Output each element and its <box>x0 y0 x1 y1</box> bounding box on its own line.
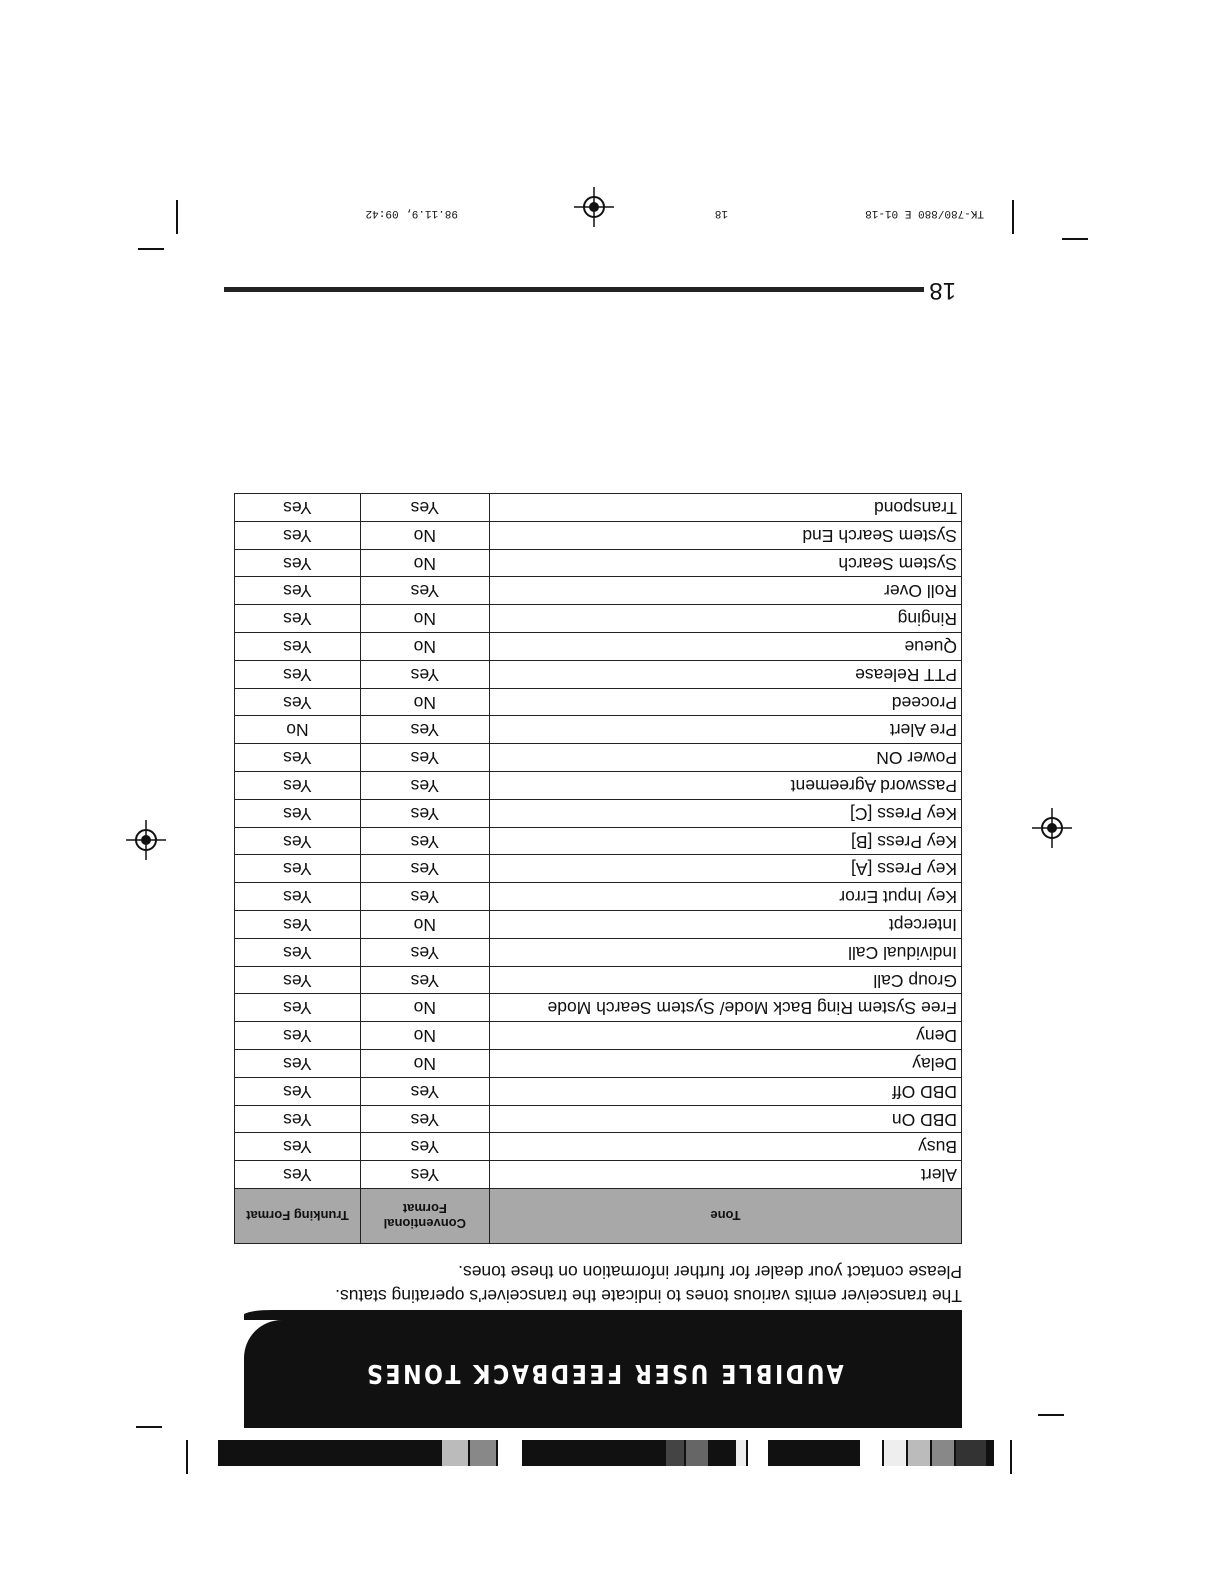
tone-cell: DBD Off <box>489 1077 961 1105</box>
tone-cell: Proceed <box>489 688 961 716</box>
table-row <box>235 716 962 744</box>
trunking-cell: Yes <box>235 1161 361 1189</box>
trunking-cell: Yes <box>235 966 361 994</box>
tone-cell: Queue <box>489 633 961 661</box>
tone-cell: Individual Call <box>489 938 961 966</box>
tone-cell: Key Press [B] <box>489 827 961 855</box>
column-header-tone: Tone <box>489 1189 961 1244</box>
trunking-cell: Yes <box>235 1105 361 1133</box>
tone-cell: Key Press [C] <box>489 799 961 827</box>
trunking-cell: Yes <box>235 605 361 633</box>
table-row <box>235 966 962 994</box>
column-header-trunking: Trunking Format <box>235 1189 361 1244</box>
tone-cell: Ringing <box>489 605 961 633</box>
registration-mark-icon <box>574 187 614 227</box>
table-row <box>235 911 962 939</box>
trunking-cell: Yes <box>235 911 361 939</box>
trunking-cell: Yes <box>235 521 361 549</box>
conventional-cell: Yes <box>360 966 489 994</box>
table-row <box>235 549 962 577</box>
intro-line: Please contact your dealer for further information on these tones. <box>458 1262 962 1282</box>
page-title: AUDIBLE USER FEEDBACK TONES <box>364 1358 844 1388</box>
trunking-cell: Yes <box>235 633 361 661</box>
strip-swatch <box>736 1440 746 1466</box>
table-row <box>235 633 962 661</box>
strip-swatch <box>470 1440 496 1466</box>
column-header-conventional: Conventional Format <box>360 1189 489 1244</box>
conventional-cell: No <box>360 911 489 939</box>
tone-cell: Intercept <box>489 911 961 939</box>
conventional-cell: Yes <box>360 744 489 772</box>
trunking-cell: Yes <box>235 1022 361 1050</box>
trunking-cell: Yes <box>235 1077 361 1105</box>
strip-swatch <box>442 1440 468 1466</box>
strip-swatch <box>686 1440 708 1466</box>
trunking-cell: Yes <box>235 660 361 688</box>
tone-cell: Transpond <box>489 494 961 522</box>
table-row <box>235 605 962 633</box>
trunking-cell: Yes <box>235 1133 361 1161</box>
trunking-cell: Yes <box>235 827 361 855</box>
trunking-cell: Yes <box>235 1050 361 1078</box>
table-row <box>235 1161 962 1189</box>
strip-swatch <box>860 1440 882 1466</box>
table-row <box>235 688 962 716</box>
conventional-cell: No <box>360 633 489 661</box>
conventional-cell: Yes <box>360 1077 489 1105</box>
table-row <box>235 494 962 522</box>
intro-line: The transceiver emits various tones to indicate the transceiver's operating status. <box>335 1286 962 1306</box>
trunking-cell: Yes <box>235 577 361 605</box>
conventional-cell: Yes <box>360 716 489 744</box>
trunking-cell: Yes <box>235 494 361 522</box>
table-row <box>235 1050 962 1078</box>
crop-mark <box>1038 1414 1064 1416</box>
table-row <box>235 855 962 883</box>
footer-rule <box>224 287 924 292</box>
trunking-cell: Yes <box>235 744 361 772</box>
tone-cell: Free System Ring Back Mode/ System Search Mode <box>489 994 961 1022</box>
table-row <box>235 744 962 772</box>
conventional-cell: Yes <box>360 883 489 911</box>
crop-mark <box>1010 1440 1012 1474</box>
tone-cell: Delay <box>489 1050 961 1078</box>
page-number: 18 <box>929 277 956 304</box>
crop-mark <box>1062 238 1088 240</box>
table-row <box>235 772 962 800</box>
tone-cell: Busy <box>489 1133 961 1161</box>
slug-page: 18 <box>714 207 728 219</box>
strip-swatch <box>884 1440 906 1466</box>
tone-cell: Deny <box>489 1022 961 1050</box>
table-row <box>235 827 962 855</box>
trunking-cell: Yes <box>235 799 361 827</box>
color-control-strip <box>218 1440 994 1466</box>
table-row <box>235 577 962 605</box>
trunking-cell: Yes <box>235 938 361 966</box>
trunking-cell: Yes <box>235 688 361 716</box>
strip-swatch <box>498 1440 522 1466</box>
tone-cell: Roll Over <box>489 577 961 605</box>
conventional-cell: Yes <box>360 799 489 827</box>
table-row <box>235 1022 962 1050</box>
tone-cell: PTT Release <box>489 660 961 688</box>
conventional-cell: Yes <box>360 1161 489 1189</box>
conventional-cell: Yes <box>360 855 489 883</box>
strip-swatch <box>932 1440 954 1466</box>
table-row <box>235 994 962 1022</box>
trunking-cell: No <box>235 716 361 744</box>
slug-timestamp: 98.11.9, 09:42 <box>365 207 458 219</box>
tone-cell: Key Input Error <box>489 883 961 911</box>
crop-mark <box>136 1426 162 1428</box>
table-row <box>235 660 962 688</box>
conventional-cell: No <box>360 688 489 716</box>
trunking-cell: Yes <box>235 883 361 911</box>
conventional-cell: Yes <box>360 938 489 966</box>
table-row <box>235 883 962 911</box>
conventional-cell: Yes <box>360 1133 489 1161</box>
strip-swatch <box>666 1440 684 1466</box>
registration-mark-icon <box>1032 808 1072 848</box>
tone-cell: DBD On <box>489 1105 961 1133</box>
conventional-cell: Yes <box>360 772 489 800</box>
strip-swatch <box>748 1440 768 1466</box>
banner-swoosh <box>244 1310 962 1320</box>
conventional-cell: No <box>360 994 489 1022</box>
tone-cell: Power ON <box>489 744 961 772</box>
conventional-cell: Yes <box>360 827 489 855</box>
conventional-cell: No <box>360 521 489 549</box>
tones-table <box>234 493 962 1244</box>
trunking-cell: Yes <box>235 855 361 883</box>
table-header-row <box>235 1189 962 1244</box>
crop-mark <box>138 248 164 250</box>
table-row <box>235 1077 962 1105</box>
tone-cell: System Search End <box>489 521 961 549</box>
tone-cell: Group Call <box>489 966 961 994</box>
table-row <box>235 938 962 966</box>
tone-cell: Password Agreement <box>489 772 961 800</box>
crop-mark <box>1012 200 1014 234</box>
intro-paragraph <box>202 1260 962 1308</box>
tone-cell: Key Press [A] <box>489 855 961 883</box>
registration-mark-icon <box>126 820 166 860</box>
tone-cell: System Search <box>489 549 961 577</box>
trunking-cell: Yes <box>235 994 361 1022</box>
conventional-cell: No <box>360 1022 489 1050</box>
table-row <box>235 799 962 827</box>
conventional-cell: No <box>360 549 489 577</box>
table-row <box>235 1133 962 1161</box>
trunking-cell: Yes <box>235 549 361 577</box>
strip-swatch <box>956 1440 986 1466</box>
tone-cell: Pre Alert <box>489 716 961 744</box>
conventional-cell: Yes <box>360 577 489 605</box>
conventional-cell: Yes <box>360 660 489 688</box>
table-row <box>235 1105 962 1133</box>
crop-mark <box>186 1440 188 1474</box>
conventional-cell: No <box>360 605 489 633</box>
tone-cell: Alert <box>489 1161 961 1189</box>
conventional-cell: Yes <box>360 494 489 522</box>
trunking-cell: Yes <box>235 772 361 800</box>
crop-mark <box>176 200 178 234</box>
table-row <box>235 521 962 549</box>
conventional-cell: No <box>360 1050 489 1078</box>
conventional-cell: Yes <box>360 1105 489 1133</box>
strip-swatch <box>908 1440 930 1466</box>
slug-file: TK-780/880 E 01-18 <box>865 207 984 219</box>
